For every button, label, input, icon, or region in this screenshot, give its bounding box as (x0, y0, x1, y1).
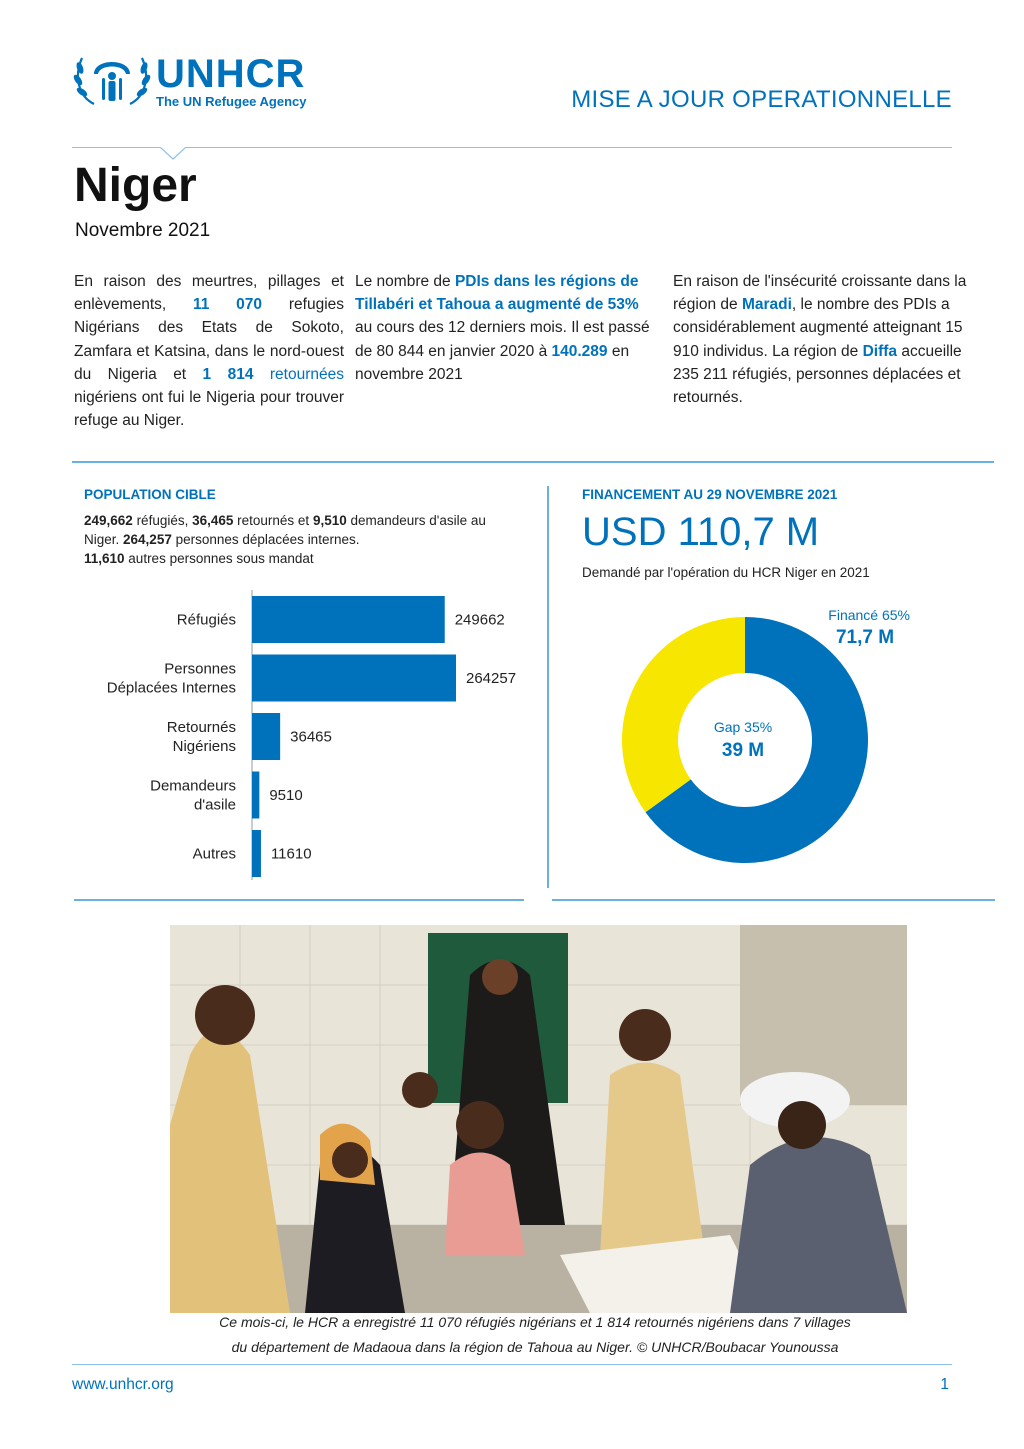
donut-slice (622, 617, 745, 812)
intro-text: refugies Nigérians des Etats de Sokoto, Zamfara et Katsina, dans le nord-ouest du Nigeria et (74, 296, 345, 383)
intro-column-1 (74, 270, 344, 432)
bar (252, 830, 261, 877)
intro-column-3 (673, 270, 985, 409)
caption-line: Ce mois-ci, le HCR a enregistré 11 070 réfugiés nigérians et 1 814 retournés nigériens dans 7 villages (219, 1314, 851, 1330)
summary-number: 264,257 (123, 532, 172, 547)
bar (252, 772, 259, 819)
bar-value-label: 36465 (290, 728, 332, 746)
bar-category-label: Demandeurs (150, 777, 236, 795)
summary-number: 249,662 (84, 513, 133, 528)
gap-label: Gap 35% (713, 719, 773, 735)
bar-value-label: 9510 (269, 787, 303, 804)
summary-number: 36,465 (192, 513, 234, 528)
bar-category-label: d'asile (193, 796, 236, 814)
field-photo (170, 925, 907, 1313)
logo-wordmark: UNHCR (156, 52, 306, 96)
population-bar-chart (80, 590, 540, 885)
summary-number: 11,610 (84, 551, 125, 566)
population-summary (84, 511, 494, 568)
bar (252, 655, 456, 702)
funding-amount: USD 110,7 M (582, 510, 820, 554)
intro-highlight: 11 070 (193, 296, 263, 314)
intro-highlight: 140.289 (551, 342, 608, 360)
funding-donut-chart (600, 598, 920, 882)
funded-label: Financé 65% (828, 607, 910, 623)
summary-text: réfugiés, (132, 513, 193, 528)
intro-text: nigériens ont fui le Nigeria pour trouver refuge au Niger. (74, 389, 344, 430)
intro-text: En raison des meurtres, pillages et enlèvements, (74, 273, 344, 314)
funding-section-title: FINANCEMENT AU 29 NOVEMBRE 2021 (582, 487, 838, 502)
bar-value-label: 264257 (466, 670, 517, 687)
bar-value-label: 11610 (270, 845, 312, 863)
header-divider (72, 147, 952, 148)
summary-text: retournés et (233, 513, 313, 528)
photo-caption (150, 1310, 920, 1360)
bar-category-label: Autres (192, 845, 236, 863)
unhcr-laurel-icon (72, 48, 152, 112)
intro-highlight: Maradi (741, 296, 792, 314)
intro-highlight: Diffa (862, 342, 898, 360)
bar-value-label: 249662 (454, 611, 505, 629)
funding-note: Demandé par l'opération du HCR Niger en 2021 (582, 565, 870, 580)
registration-scene-illustration (170, 925, 907, 1313)
intro-text: En raison de l'insécurité croissante dans la région de (673, 273, 967, 314)
section-divider (72, 461, 994, 463)
bar (252, 713, 280, 760)
population-section-title: POPULATION CIBLE (84, 487, 216, 502)
bar-category-label: Personnes (164, 660, 236, 678)
intro-highlight: retournées (269, 365, 344, 383)
page-number: 1 (940, 1376, 949, 1393)
caption-line: du département de Madaoua dans la région de Tahoua au Niger. © UNHCR/Boubacar Younoussa (231, 1339, 839, 1355)
report-date: Novembre 2021 (75, 220, 211, 241)
section-divider (74, 899, 524, 901)
intro-text: au cours des 12 derniers mois. Il est passé de 80 844 en janvier 2020 à (355, 319, 650, 360)
intro-text: , le nombre des PDIs a considérablement augmenté atteignant 15 910 individus. La région de (673, 296, 963, 360)
bar-category-label: Nigériens (172, 738, 236, 755)
intro-text: Le nombre de (355, 273, 455, 290)
page-title: Niger (74, 159, 197, 212)
bar (252, 596, 445, 643)
logo-subtitle: The UN Refugee Agency (156, 94, 307, 109)
bar-category-label: Retournés (166, 719, 236, 736)
intro-column-2 (355, 270, 660, 386)
summary-number: 9,510 (312, 513, 347, 528)
column-divider (547, 486, 549, 888)
summary-text: personnes déplacées internes. (171, 532, 360, 547)
intro-highlight: PDIs dans les régions de Tillabéri et Tahoua a augmenté de 53% (355, 273, 639, 314)
bar-category-label: Déplacées Internes (106, 679, 236, 697)
summary-text: autres personnes sous mandat (124, 551, 314, 566)
document-type: MISE A JOUR OPERATIONNELLE (571, 86, 952, 113)
summary-text: demandeurs d'asile au Niger. (84, 513, 486, 547)
intro-highlight: 1 814 (202, 365, 254, 383)
section-divider (552, 899, 995, 901)
intro-text: en novembre 2021 (355, 342, 630, 383)
gap-value: 39 M (721, 740, 765, 761)
footer-link[interactable]: www.unhcr.org (72, 1376, 174, 1393)
unhcr-logo (72, 48, 342, 112)
intro-text: accueille 235 211 réfugiés, personnes déplacées et retournés. (673, 342, 962, 407)
footer-divider (72, 1364, 952, 1365)
funded-value: 71,7 M (835, 627, 895, 648)
bar-category-label: Réfugiés (176, 611, 236, 629)
